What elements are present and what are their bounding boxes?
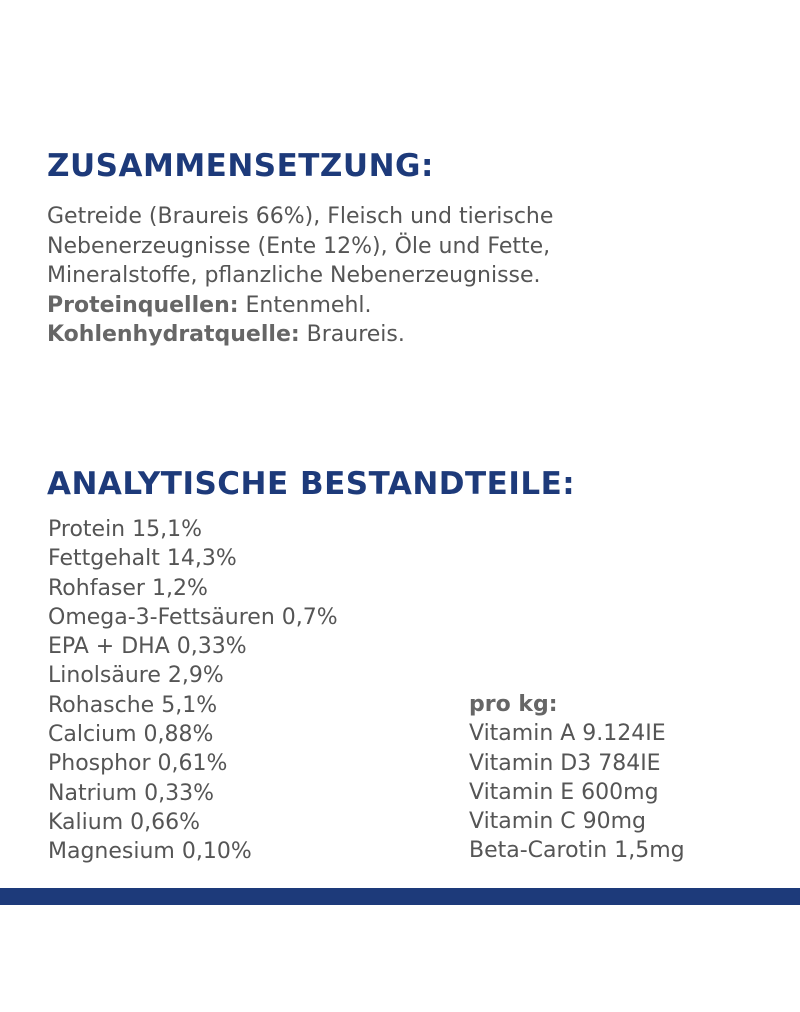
composition-line: Mineralstoffe, pflanzliche Nebenerzeugnisse. [47,263,541,288]
list-item: Beta-Carotin 1,5mg [469,838,685,864]
carb-source-label: Kohlenhydratquelle: [47,322,300,347]
composition-line: Nebenerzeugnisse (Ente 12%), Öle und Fette, [47,233,551,259]
constituents-list [48,515,338,867]
list-item: Magnesium 0,10% [48,839,252,865]
list-item: EPA + DHA 0,33% [48,634,247,660]
protein-sources [47,291,767,321]
carb-source [47,320,767,350]
list-item: Vitamin A 9.124IE [469,721,666,747]
list-item: Omega-3-Fettsäuren 0,7% [48,604,338,630]
list-item: Natrium 0,33% [48,780,214,806]
composition-text [47,202,767,350]
composition-heading: ZUSAMMENSETZUNG: [47,148,434,184]
list-item: Phosphor 0,61% [48,751,228,777]
list-item: Protein 15,1% [48,517,202,542]
per-kg-list [469,690,685,866]
composition-line: Getreide (Braureis 66%), Fleisch und tierische [47,204,554,229]
protein-sources-label: Proteinquellen: [47,292,239,318]
list-item: Rohasche 5,1% [48,692,218,718]
list-item: Vitamin D3 784IE [469,750,661,776]
protein-sources-value: Entenmehl. [238,292,372,318]
per-kg-label: pro kg: [469,692,558,717]
list-item: Rohfaser 1,2% [48,575,208,601]
list-item: Linolsäure 2,9% [48,663,224,689]
list-item: Kalium 0,66% [48,809,201,835]
list-item: Vitamin C 90mg [469,809,647,835]
carb-source-value: Braureis. [299,322,405,347]
footer-bar [0,888,800,905]
list-item: Fettgehalt 14,3% [48,546,237,572]
list-item: Calcium 0,88% [48,722,214,748]
list-item: Vitamin E 600mg [469,779,659,805]
analysis-heading: ANALYTISCHE BESTANDTEILE: [47,466,576,502]
